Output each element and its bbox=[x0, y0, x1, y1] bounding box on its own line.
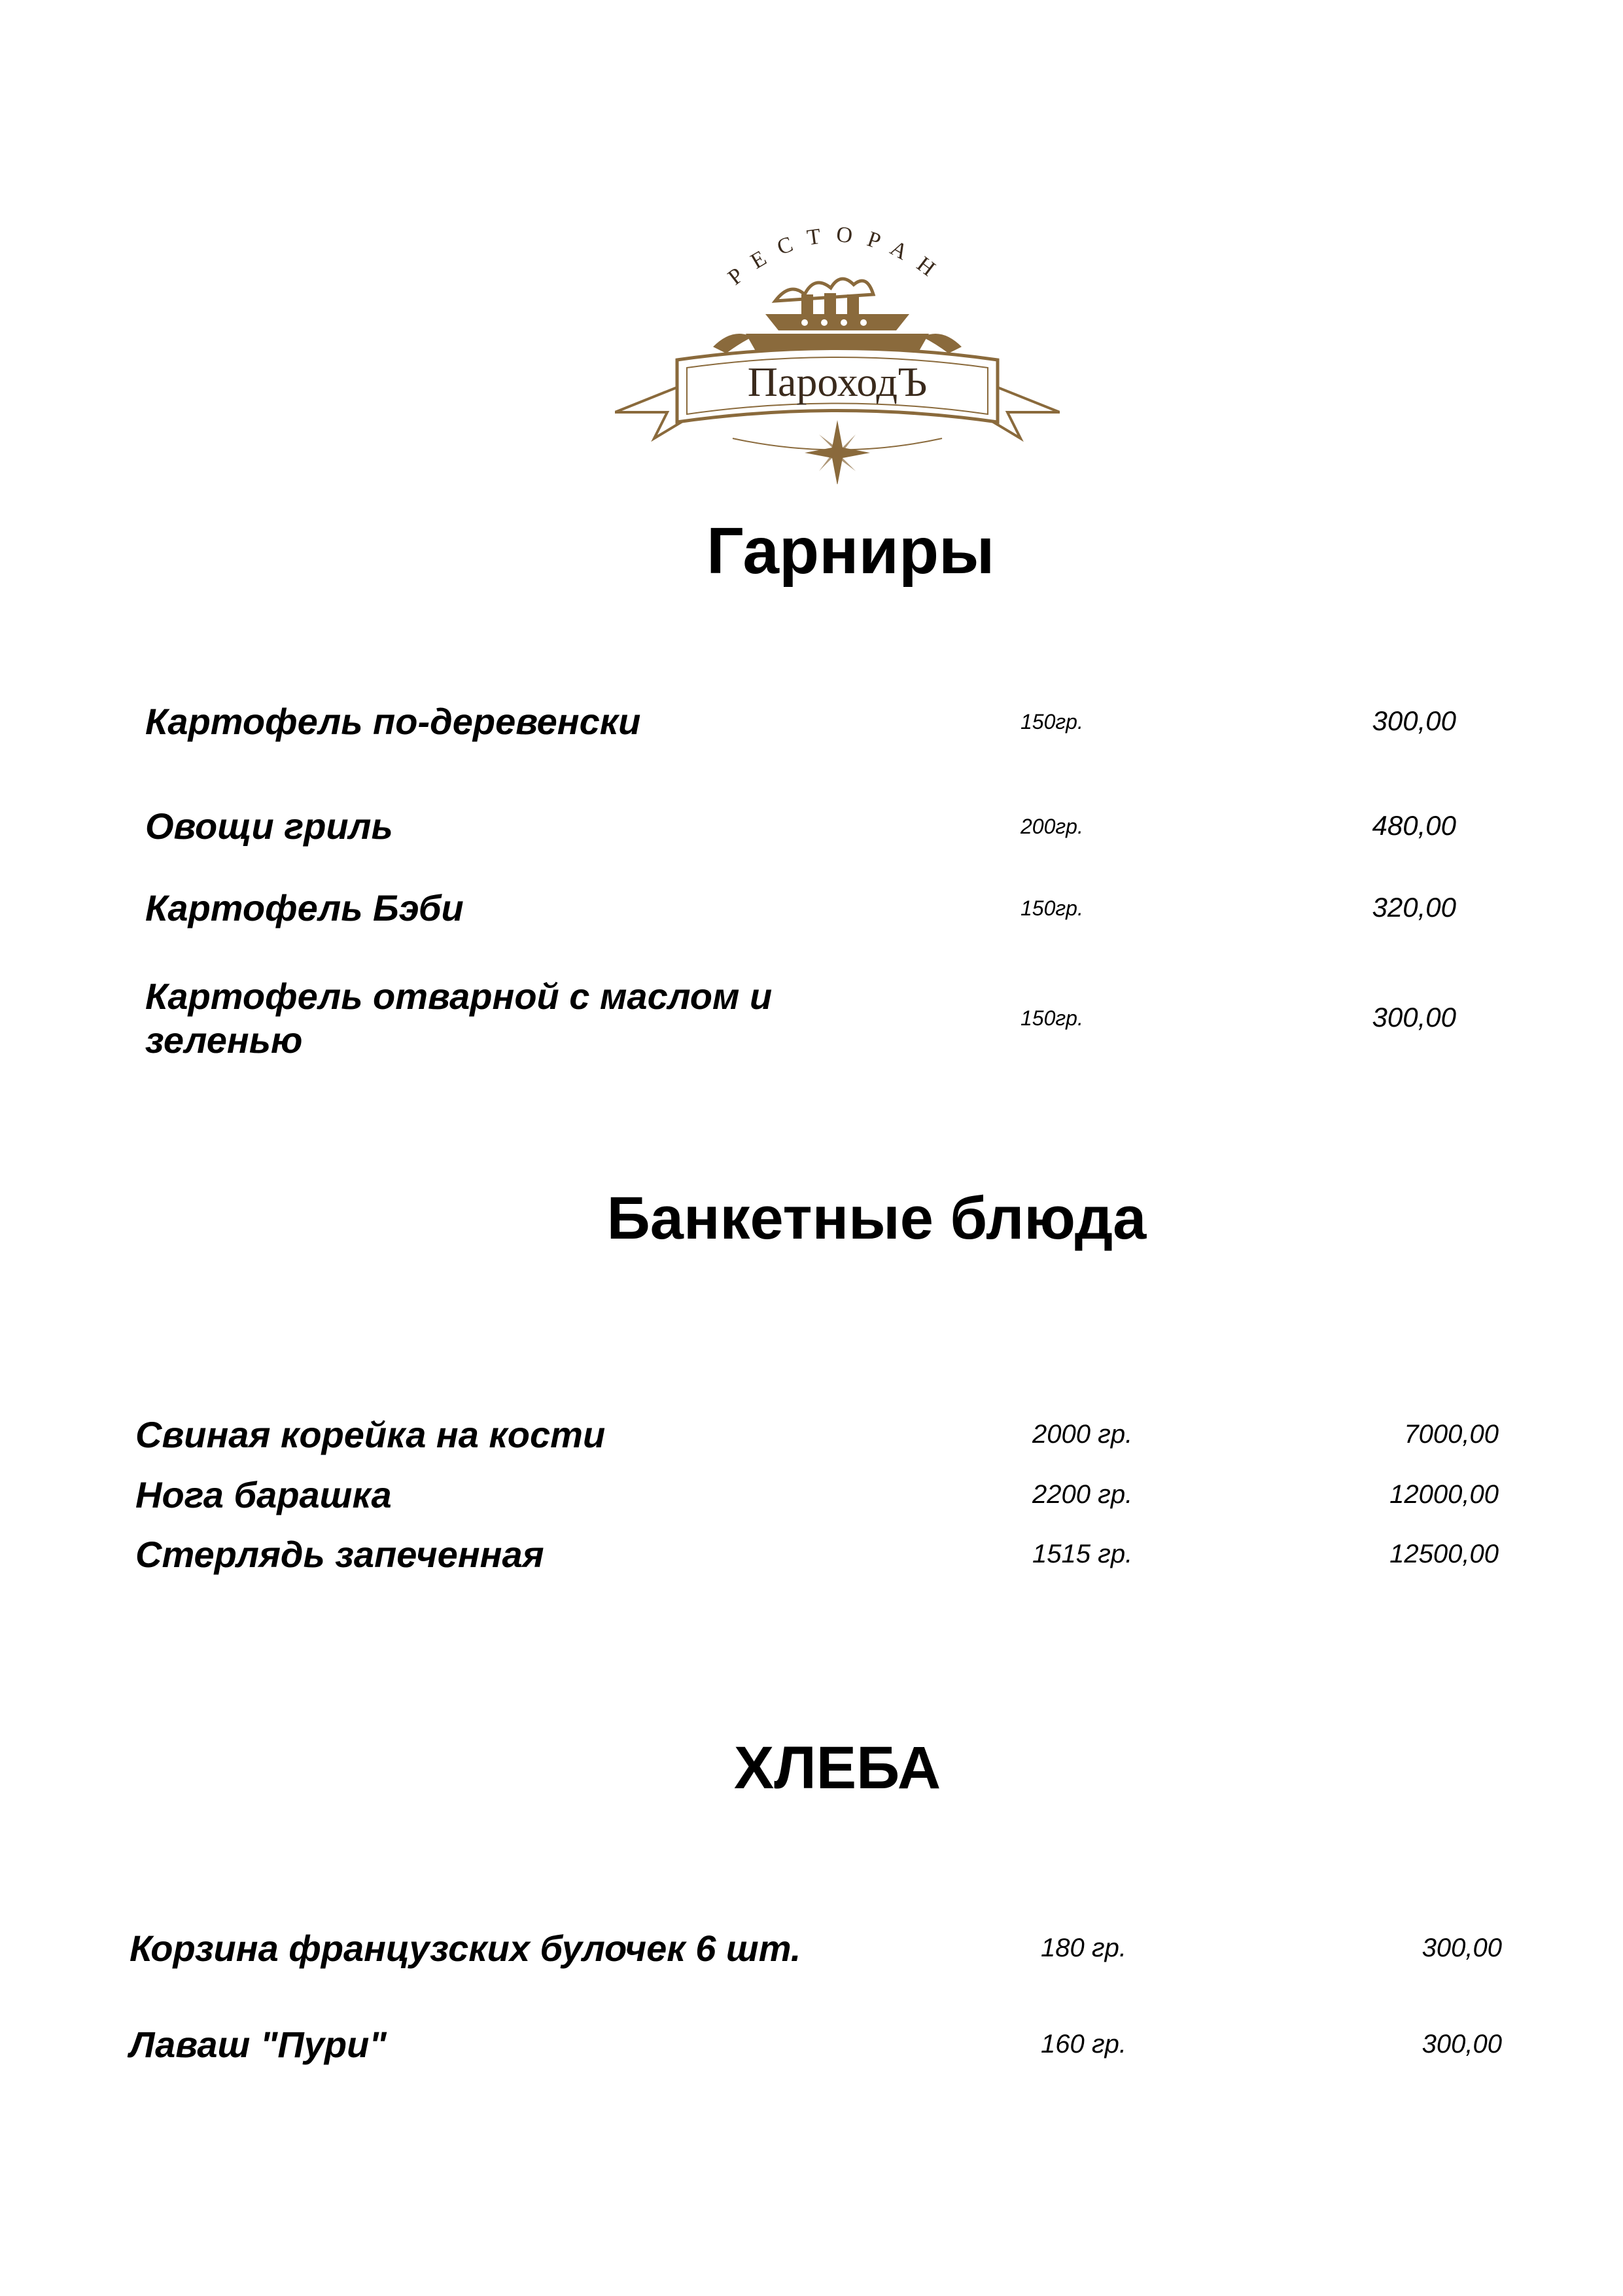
logo-top-text: РЕСТОРАН bbox=[724, 222, 951, 291]
menu-item-weight: 2000 гр. bbox=[1032, 1420, 1133, 1449]
menu-item-name: Свиная корейка на кости bbox=[135, 1414, 606, 1455]
menu-item-price: 300,00 bbox=[1372, 705, 1456, 736]
menu-item-price: 12000,00 bbox=[1389, 1480, 1499, 1509]
menu-item-name: Картофель Бэби bbox=[145, 887, 464, 928]
section-title-banquet: Банкетные блюда bbox=[606, 1185, 1147, 1252]
menu-item-weight: 1515 гр. bbox=[1032, 1540, 1133, 1568]
menu-item-price: 300,00 bbox=[1422, 1934, 1502, 1962]
menu-item-name: Корзина французских булочек 6 шт. bbox=[130, 1928, 801, 1969]
menu-item-name: Нога барашка bbox=[135, 1474, 392, 1515]
menu-item-price: 7000,00 bbox=[1404, 1420, 1499, 1449]
menu-item-name: Овощи гриль bbox=[145, 805, 393, 847]
menu-item-name: Стерлядь запеченная bbox=[135, 1534, 544, 1575]
menu-item-weight: 160 гр. bbox=[1041, 2030, 1126, 2058]
menu-item-name-line1: Картофель отварной с маслом и bbox=[145, 976, 773, 1017]
menu-item-weight: 2200 гр. bbox=[1032, 1480, 1133, 1509]
menu-item-name: Лаваш "Пури" bbox=[130, 2024, 387, 2065]
menu-item-price: 320,00 bbox=[1372, 892, 1456, 923]
logo-name: ПароходЪ bbox=[747, 359, 928, 405]
section-title-bread: ХЛЕБА bbox=[733, 1735, 941, 1801]
restaurant-logo bbox=[615, 196, 1060, 484]
menu-item-weight: 150гр. bbox=[1021, 1006, 1083, 1030]
menu-item-price: 12500,00 bbox=[1389, 1540, 1499, 1568]
section-title-garnish: Гарниры bbox=[707, 514, 995, 588]
menu-item-weight: 180 гр. bbox=[1041, 1934, 1126, 1962]
menu-item-weight: 150гр. bbox=[1021, 710, 1083, 733]
menu-item-weight: 150гр. bbox=[1021, 896, 1083, 920]
menu-item-price: 300,00 bbox=[1372, 1002, 1456, 1033]
menu-item-price: 480,00 bbox=[1372, 810, 1456, 841]
menu-item-name: Картофель по-деревенски bbox=[145, 701, 641, 742]
menu-item-name-line2: зеленью bbox=[145, 1019, 303, 1061]
menu-item-price: 300,00 bbox=[1422, 2030, 1502, 2058]
menu-item-weight: 200гр. bbox=[1021, 815, 1083, 838]
